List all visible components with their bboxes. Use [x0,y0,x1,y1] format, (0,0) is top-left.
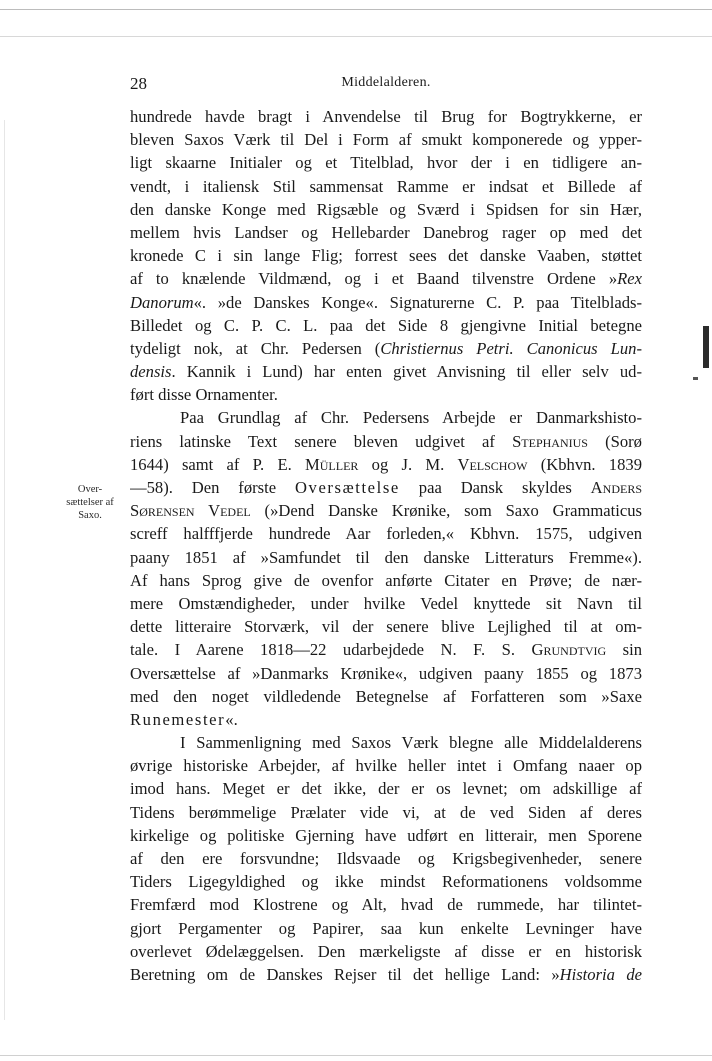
text-run: tale. I Aarene 1818—22 udarbejdede N. F. S. [130,640,532,660]
text-line [130,708,642,731]
margin-note-line: sættelser af [66,497,114,508]
text-run: øvrige historiske Arbejder, af hvilke heller intet i Omfang naaer op [130,756,642,776]
text-line [130,754,642,777]
top-rule-faint [0,36,712,37]
text-line [130,314,642,337]
text-line [130,267,642,290]
text-run: tydeligt nok, at Chr. Pedersen ( [130,338,381,358]
text-line [130,592,642,615]
text-run: paa Dansk skyldes [399,478,591,497]
text-run: Rex [617,269,642,289]
text-run: ført disse Ornamenter. [130,385,278,405]
text-run: Af hans Sprog give de ovenfor anførte Citater en Prøve; de nær- [130,570,642,590]
text-line [130,917,642,940]
page-edge-left [4,120,5,1020]
running-head: Middelalderen. [341,75,431,90]
text-run: (»Dend Danske Krønike, som Saxo Grammaticus [250,501,642,521]
page-header [130,74,642,94]
margin-note [58,483,122,522]
body-text [130,105,642,986]
text-run: paany 1851 af »Samfundet til den danske Litteraturs Fremme«). [130,547,642,567]
text-line [130,731,642,754]
text-run: Oversættelse [294,478,400,497]
text-line [130,940,642,963]
text-run: Billedet og C. P. C. L. paa det Side 8 gjengivne Initial betegne [130,315,642,335]
text-line [130,244,642,267]
text-line [130,662,642,685]
text-run: af to knælende Vildmænd, og i et Baand tilvenstre Ordene » [130,269,618,289]
text-line [130,105,642,128]
text-run: Christiernus Petri. Canonicus Lun- [380,338,642,358]
text-line [130,963,642,986]
text-line [130,453,642,476]
bottom-rule [0,1055,712,1056]
text-run: screff halfffjerde hundrede Aar forleden,« Kbhvn. 1575, udgiven [130,524,642,544]
text-run: imod hans. Meget er det ikke, der er os levnet; om adskillige af [130,779,642,799]
text-line [130,198,642,221]
text-line [130,175,642,198]
text-line [130,499,642,522]
text-run: med den noget vildledende Betegnelse af Forfatteren som »Saxe [130,686,642,706]
text-run: Tiders Ligegyldighed og ikke mindst Reformationens voldsomme [130,872,642,892]
text-run: Historia de [559,964,642,984]
text-run: mere Omstændigheder, under hvilke Vedel knyttede sit Navn til [130,593,642,613]
text-run: og J. M. [358,454,458,474]
page-number: 28 [130,74,147,93]
text-run: Velschow [457,454,528,474]
text-run: I Sammenligning med Saxos Værk blegne alle Middelalderens [180,733,642,753]
text-run: Tidens berømmelige Prælater vide vi, at de ved Siden af deres [130,802,642,822]
text-run: . Kannik i Lund) har enten givet Anvisning til eller selv ud- [171,362,642,382]
text-run: kronede C i sin lange Flig; forrest sees det danske Vaaben, støttet [130,246,642,266]
text-line [130,383,642,406]
text-run: dette litteraire Storværk, vil der senere blive Lejlighed til at om- [130,617,642,637]
text-run: riens latinske Text senere bleven udgivet af [130,431,513,451]
text-run: Anders [590,478,642,497]
text-run: Danorum [130,292,194,312]
text-run: (Kbhvn. 1839 [527,454,642,474]
text-run: Grundtvig [531,640,607,660]
text-line [130,522,642,545]
text-line [130,128,642,151]
text-run: Paa Grundlag af Chr. Pedersens Arbejde er Danmarkshisto- [180,408,642,428]
text-run: gjort Pergamenter og Papirer, saa kun enkelte Levninger have [130,918,642,938]
text-run: (Sorø [587,431,642,451]
text-line [130,824,642,847]
text-line [130,569,642,592]
margin-note-line: Over- [77,484,103,495]
text-line [130,430,642,453]
text-run: —58). Den første [130,478,295,497]
text-run: hundrede havde bragt i Anvendelse til Brug for Bogtrykkerne, er [130,107,642,126]
text-run: Oversættelse af »Danmarks Krønike«, udgiven paany 1855 og 1873 [130,663,642,683]
page-edge-mark [703,326,709,368]
text-run: mellem hvis Landser og Hellebarder Danebrog rager op med det [130,222,642,242]
text-run: overlevet Ødelæggelsen. Den mærkeligste af disse er en historisk [130,941,642,961]
text-line [130,546,642,569]
text-run: Runemester [130,709,226,729]
margin-note-line: Saxo. [78,510,102,521]
text-line [130,476,642,499]
text-line [130,151,642,174]
text-line [130,406,642,429]
text-run: Fremfærd mod Klostrene og Alt, hvad de rummede, har tilintet- [130,895,642,915]
text-line [130,221,642,244]
text-run: den danske Konge med Rigsæble og Sværd i Spidsen for sin Hær, [130,199,642,219]
text-line [130,615,642,638]
text-run: Beretning om de Danskes Rejser til det hellige Land: » [130,964,560,984]
text-line [130,893,642,916]
text-run: Stephanius [512,431,588,451]
text-line [130,870,642,893]
text-line [130,801,642,824]
text-line [130,777,642,800]
text-run: «. [225,709,238,729]
text-run: Sørensen Vedel [130,501,251,521]
text-line [130,337,642,360]
text-line [130,291,642,314]
text-run: kirkelige og politiske Gjerning have udført en litterair, men Sporene [130,825,642,845]
page-edge-dot [693,377,698,380]
text-run: 1644) samt af P. E. [130,454,305,474]
text-line [130,638,642,661]
text-run: «. »de Danskes Konge«. Signaturerne C. P. paa Titelblads- [193,292,642,312]
text-run: Müller [304,454,359,474]
text-line [130,685,642,708]
text-run: ligt skaarne Initialer og et Titelblad, hvor der i en tidligere an- [130,153,642,173]
text-run: af den ere forsvundne; Ildsvaade og Krigsbegivenheder, senere [130,849,642,868]
text-run: vendt, i italiensk Stil sammensat Ramme er indsat et Billede af [130,176,642,196]
text-run: densis [130,362,172,382]
text-run: sin [606,640,642,660]
top-rule [0,9,712,10]
text-line [130,360,642,383]
text-line [130,847,642,870]
text-run: bleven Saxos Værk til Del i Form af smukt komponerede og ypper- [130,130,642,150]
